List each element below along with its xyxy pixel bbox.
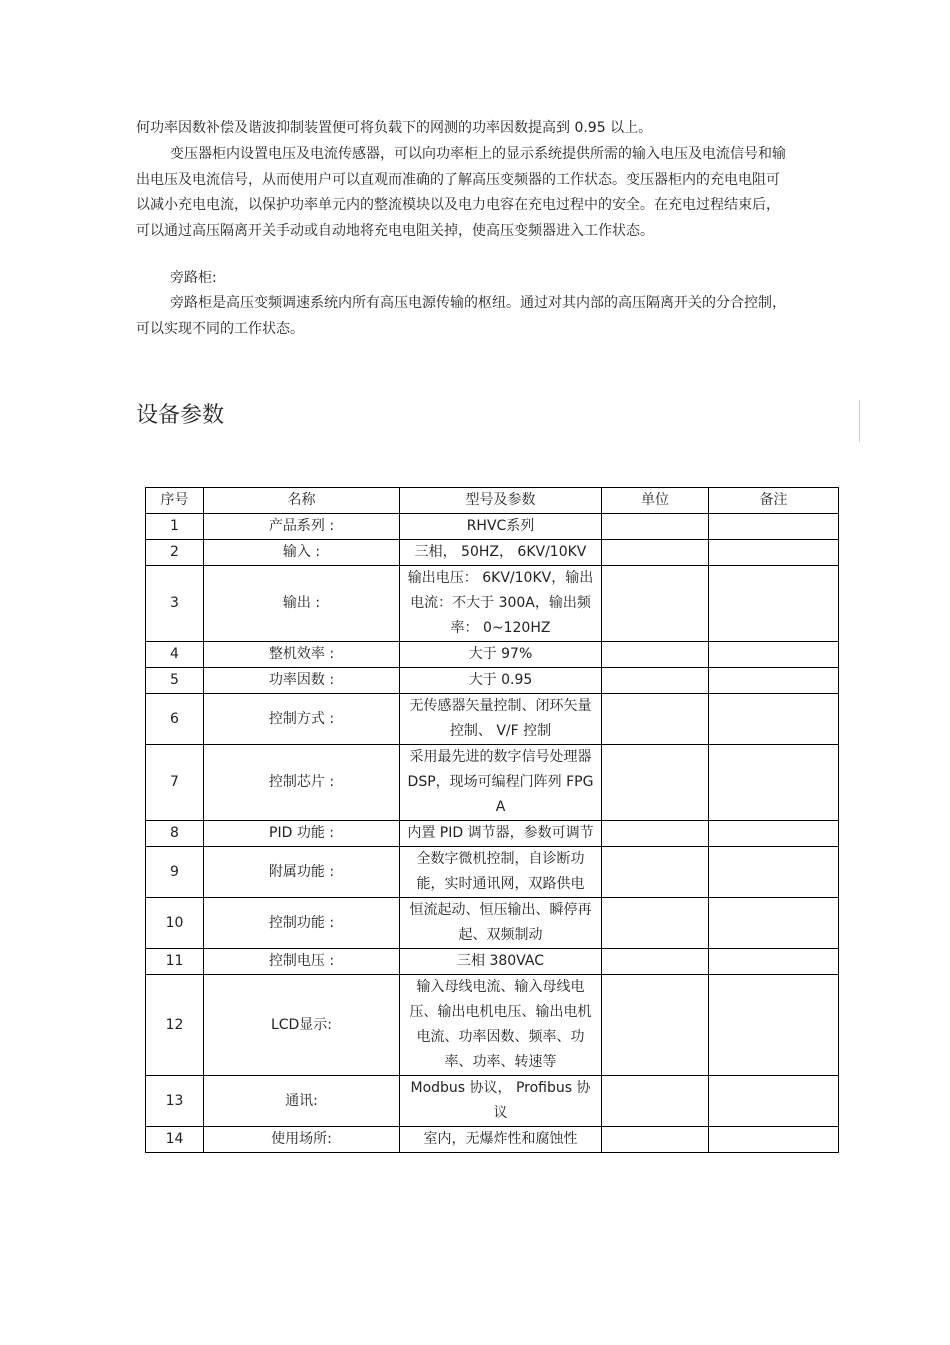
- section-heading: 设备参数: [136, 403, 225, 428]
- table-row: [146, 668, 839, 694]
- cell-number: 10: [146, 898, 204, 949]
- table-row: [146, 898, 839, 949]
- cell-name: 功率因数 :: [204, 668, 400, 694]
- cell-unit: [602, 898, 709, 949]
- cell-unit: [602, 847, 709, 898]
- cell-unit: [602, 949, 709, 975]
- table-row: [146, 642, 839, 668]
- cell-name: 控制方式 :: [204, 694, 400, 745]
- cell-model: 无传感器矢量控制、闭环矢量控制、 V/F 控制: [400, 694, 602, 745]
- cell-number: 1: [146, 514, 204, 540]
- header-name: 名称: [204, 488, 400, 514]
- table-row: [146, 745, 839, 821]
- table-row: [146, 540, 839, 566]
- cell-name: LCD显示:: [204, 975, 400, 1076]
- paragraph-line-1: 何功率因数补偿及谐波抑制装置便可将负载下的网测的功率因数提高到 0.95 以上。: [136, 120, 653, 136]
- cell-model: RHVC系列: [400, 514, 602, 540]
- cell-note: [709, 566, 839, 642]
- cell-name: 通讯:: [204, 1076, 400, 1127]
- header-note: 备注: [709, 488, 839, 514]
- cell-unit: [602, 514, 709, 540]
- cell-name: 控制功能 :: [204, 898, 400, 949]
- cell-name: PID 功能 :: [204, 821, 400, 847]
- table-row: [146, 949, 839, 975]
- cell-note: [709, 821, 839, 847]
- cell-note: [709, 975, 839, 1076]
- cell-name: 整机效率 :: [204, 642, 400, 668]
- cell-number: 3: [146, 566, 204, 642]
- cell-unit: [602, 1127, 709, 1153]
- cell-number: 9: [146, 847, 204, 898]
- cell-model: 大于 97%: [400, 642, 602, 668]
- cell-number: 8: [146, 821, 204, 847]
- cell-unit: [602, 1076, 709, 1127]
- cell-note: [709, 1076, 839, 1127]
- cell-note: [709, 540, 839, 566]
- cell-note: [709, 949, 839, 975]
- header-model-params: 型号及参数: [400, 488, 602, 514]
- cell-unit: [602, 745, 709, 821]
- cell-unit: [602, 566, 709, 642]
- cell-name: 输出 :: [204, 566, 400, 642]
- parameters-table: [145, 487, 839, 1153]
- cell-model: 采用最先进的数字信号处理器 DSP，现场可编程门阵列 FPGA: [400, 745, 602, 821]
- cell-model: Modbus 协议， Profibus 协议: [400, 1076, 602, 1127]
- cell-name: 控制电压 :: [204, 949, 400, 975]
- page-edge-mark: [859, 400, 860, 442]
- cell-note: [709, 847, 839, 898]
- cell-unit: [602, 540, 709, 566]
- cell-number: 14: [146, 1127, 204, 1153]
- cell-number: 5: [146, 668, 204, 694]
- cell-model: 恒流起动、恒压输出、瞬停再起、双频制动: [400, 898, 602, 949]
- cell-note: [709, 898, 839, 949]
- paragraph-transformer-cabinet: 变压器柜内设置电压及电流传感器，可以向功率柜上的显示系统提供所需的输入电压及电流信号和输出电压及电流信号，从而使用户可以直观而准确的了解高压变频器的工作状态。变压器柜内的充电电阻可以减小充电电流，以保护功率单元内的整流模块以及电力电容在充电过程中的安全。在充电过程结束后，可以通过高压隔离开关手动或自动地将充电电阻关掉，使高压变频器进入工作状态。: [136, 146, 786, 239]
- cell-model: 室内，无爆炸性和腐蚀性: [400, 1127, 602, 1153]
- cell-unit: [602, 668, 709, 694]
- cell-name: 产品系列 :: [204, 514, 400, 540]
- table-row: [146, 566, 839, 642]
- cell-name: 控制芯片 :: [204, 745, 400, 821]
- cell-name: 输入 :: [204, 540, 400, 566]
- bypass-cabinet-title: 旁路柜:: [170, 270, 217, 286]
- table-header-row: [146, 488, 839, 514]
- cell-number: 13: [146, 1076, 204, 1127]
- header-number: 序号: [146, 488, 204, 514]
- cell-model: 全数字微机控制，自诊断功能，实时通讯网，双路供电: [400, 847, 602, 898]
- cell-model: 内置 PID 调节器，参数可调节: [400, 821, 602, 847]
- header-unit: 单位: [602, 488, 709, 514]
- cell-model: 三相， 50HZ， 6KV/10KV: [400, 540, 602, 566]
- cell-model: 大于 0.95: [400, 668, 602, 694]
- cell-unit: [602, 975, 709, 1076]
- cell-note: [709, 514, 839, 540]
- table-row: [146, 975, 839, 1076]
- table-row: [146, 847, 839, 898]
- cell-note: [709, 642, 839, 668]
- table-row: [146, 821, 839, 847]
- table-row: [146, 1076, 839, 1127]
- cell-number: 6: [146, 694, 204, 745]
- cell-number: 2: [146, 540, 204, 566]
- cell-unit: [602, 821, 709, 847]
- cell-model: 三相 380VAC: [400, 949, 602, 975]
- cell-number: 4: [146, 642, 204, 668]
- cell-unit: [602, 694, 709, 745]
- cell-name: 使用场所:: [204, 1127, 400, 1153]
- cell-note: [709, 1127, 839, 1153]
- cell-number: 12: [146, 975, 204, 1076]
- cell-note: [709, 668, 839, 694]
- cell-number: 7: [146, 745, 204, 821]
- table-row: [146, 514, 839, 540]
- paragraph-bypass-cabinet: 旁路柜是高压变频调速系统内所有高压电源传输的枢纽。通过对其内部的高压隔离开关的分合控制，可以实现不同的工作状态。: [136, 295, 786, 337]
- cell-name: 附属功能 :: [204, 847, 400, 898]
- cell-model: 输入母线电流、输入母线电压、输出电机电压、输出电机电流、功率因数、频率、功率、功率、转速等: [400, 975, 602, 1076]
- cell-number: 11: [146, 949, 204, 975]
- table-row: [146, 1127, 839, 1153]
- table-row: [146, 694, 839, 745]
- cell-unit: [602, 642, 709, 668]
- cell-model: 输出电压： 6KV/10KV，输出电流：不大于 300A，输出频率： 0~120HZ: [400, 566, 602, 642]
- cell-note: [709, 694, 839, 745]
- cell-note: [709, 745, 839, 821]
